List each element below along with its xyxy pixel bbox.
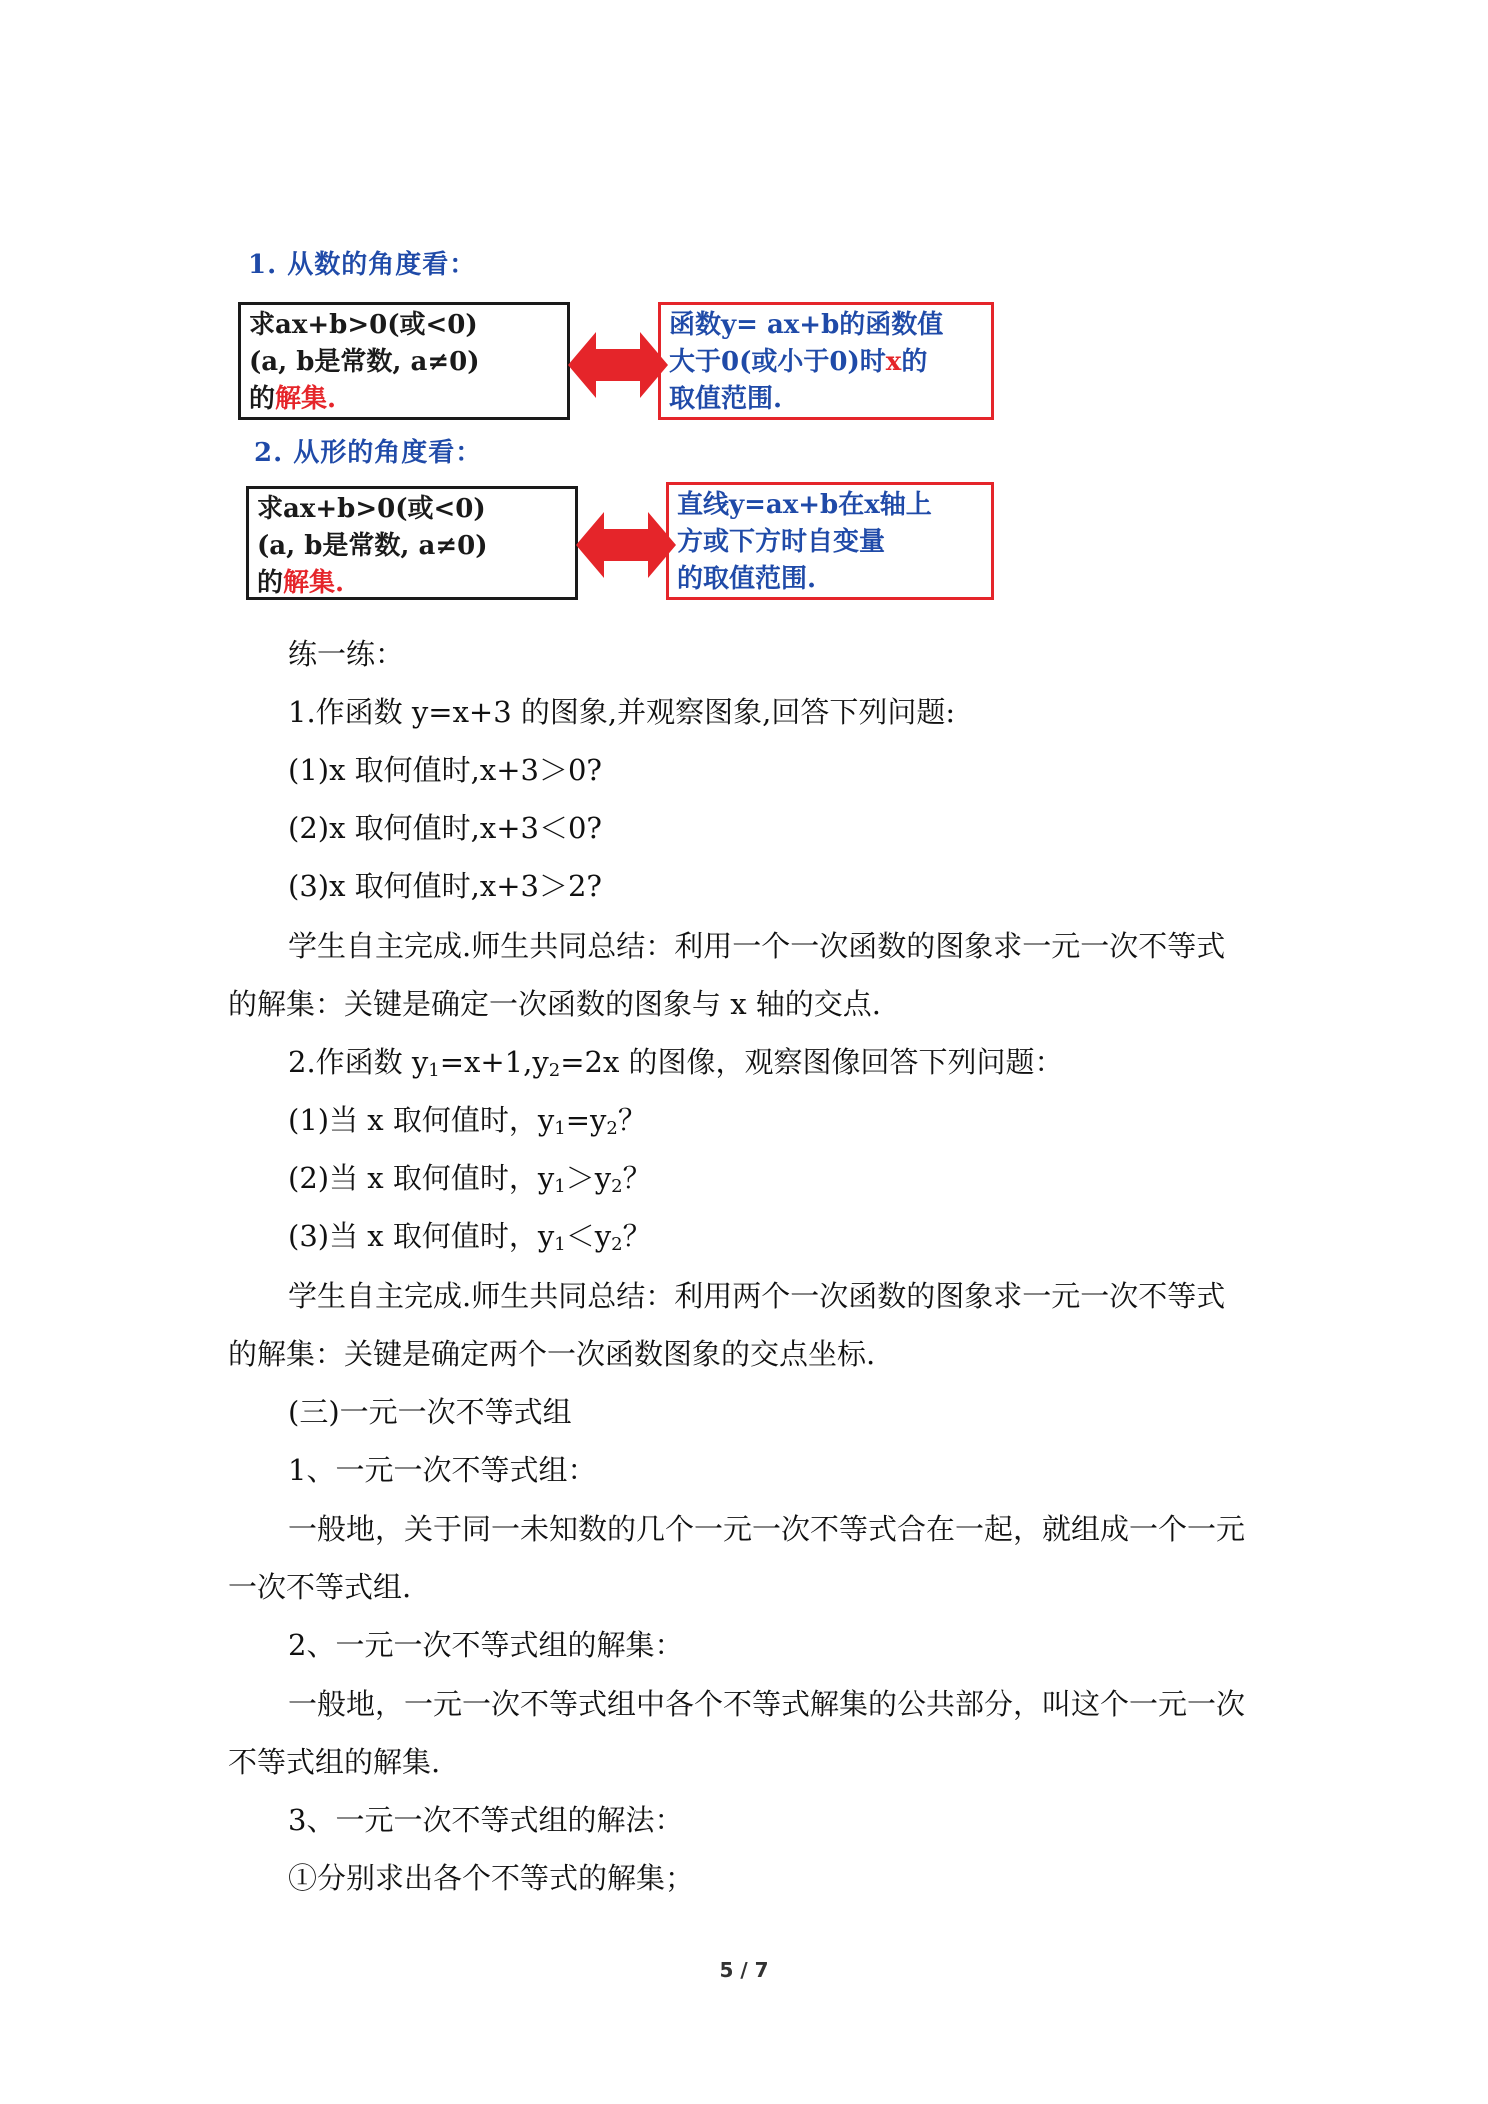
- method-step-1: ①分别求出各个不等式的解集；: [288, 1861, 695, 1895]
- definition-1-line-2: 一次不等式组.: [228, 1570, 412, 1604]
- box-line: 的取值范围.: [677, 564, 817, 594]
- figure-heading-numeric: 1. 从数的角度看：: [248, 250, 477, 280]
- box-line: 求ax+b>0(或<0): [257, 494, 486, 524]
- box-line-prefix: 的: [257, 568, 284, 598]
- definition-3-title: 3、一元一次不等式组的解法：: [288, 1803, 684, 1837]
- summary-1-line-1: 学生自主完成.师生共同总结：利用一个一次函数的图象求一元一次不等式: [288, 929, 1226, 963]
- question-1-part-1: (1)x 取何值时,x+3＞0?: [288, 753, 602, 787]
- double-arrow-icon: [568, 332, 668, 398]
- variable-x: x: [885, 347, 902, 377]
- question-1-part-3: (3)x 取何值时,x+3＞2?: [288, 869, 602, 903]
- box-function-value: [658, 302, 994, 420]
- concept-figure: [238, 240, 1008, 600]
- question-2-part-1: (1)当 x 取何值时，$y_1=y_2$？: [288, 1103, 647, 1139]
- box-line: (a, b是常数, a≠0): [249, 347, 480, 377]
- solution-set-highlight: 解集.: [283, 568, 345, 598]
- definition-2-line-1: 一般地，一元一次不等式组中各个不等式解集的公共部分，叫这个一元一次: [288, 1687, 1246, 1721]
- summary-2-line-2: 的解集：关键是确定两个一次函数图象的交点坐标.: [228, 1337, 876, 1371]
- definition-2-line-2: 不等式组的解集.: [228, 1745, 441, 1779]
- box-inequality-1: [238, 302, 570, 420]
- box-inequality-2: [246, 486, 578, 600]
- summary-2-line-1: 学生自主完成.师生共同总结：利用两个一次函数的图象求一元一次不等式: [288, 1279, 1226, 1313]
- page-number: 5 / 7: [719, 1958, 769, 1982]
- question-1-part-2: (2)x 取何值时,x+3＜0?: [288, 811, 602, 845]
- box-line-position: [666, 482, 994, 600]
- summary-1-line-2: 的解集：关键是确定一次函数的图象与 x 轴的交点.: [228, 987, 882, 1021]
- question-1: 1.作函数 y=x+3 的图象,并观察图象,回答下列问题:: [288, 695, 956, 729]
- definition-2-title: 2、一元一次不等式组的解集：: [288, 1628, 684, 1662]
- question-2: 2.作函数 $y_1=x+1,y_2=2x$ 的图像，观察图像回答下列问题：: [288, 1045, 1064, 1081]
- figure-heading-graphical: 2. 从形的角度看：: [254, 438, 483, 468]
- box-line: 取值范围.: [669, 384, 783, 414]
- definition-1-title: 1、一元一次不等式组：: [288, 1453, 597, 1487]
- question-2-part-3: (3)当 x 取何值时，$y_1<y_2$？: [288, 1219, 652, 1255]
- question-2-part-2: (2)当 x 取何值时，$y_1>y_2$？: [288, 1161, 652, 1197]
- box-line-part: 大于0(或小于0)时: [669, 347, 886, 377]
- practice-title: 练一练：: [288, 637, 405, 671]
- box-line: 方或下方时自变量: [677, 527, 886, 557]
- solution-set-highlight: 解集.: [275, 384, 337, 414]
- box-line: 直线y=ax+b在x轴上: [677, 490, 932, 520]
- box-line-part: 的: [901, 347, 928, 377]
- box-line-prefix: 的: [249, 384, 276, 414]
- section-heading: (三)一元一次不等式组: [288, 1395, 572, 1429]
- definition-1-line-1: 一般地，关于同一未知数的几个一元一次不等式合在一起，就组成一个一元: [288, 1512, 1246, 1546]
- double-arrow-icon: [576, 512, 676, 578]
- box-line: 函数y= ax+b的函数值: [669, 310, 944, 340]
- box-line: (a, b是常数, a≠0): [257, 531, 488, 561]
- box-line: 求ax+b>0(或<0): [249, 310, 478, 340]
